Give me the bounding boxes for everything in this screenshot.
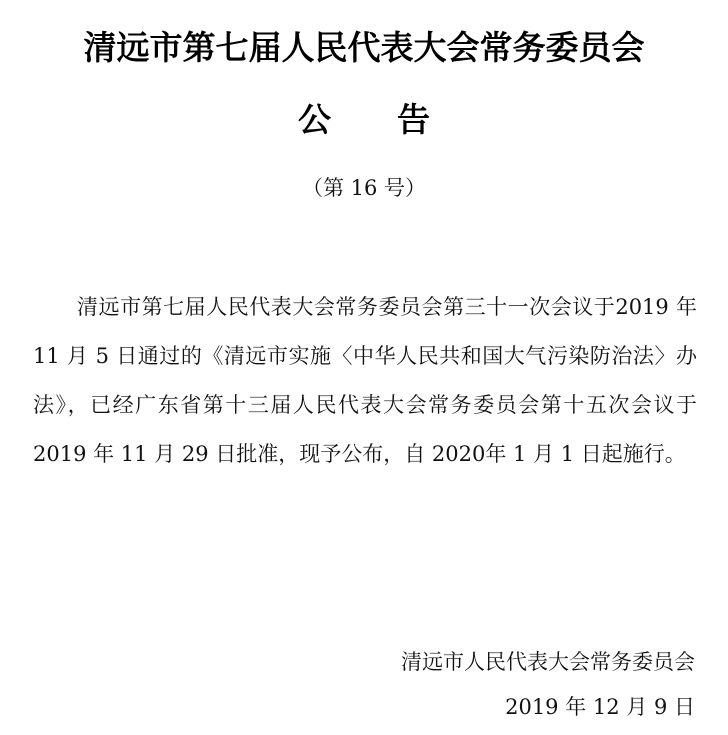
announcement-body: 清远市第七届人民代表大会常务委员会第三十一次会议于2019 年 11 月 5 日通过的《清远市实施〈中华人民共和国大气污染防治法〉办法》，已经广东省第十三届人民代表大会常务委员会第十五次会议于 2019 年 11 月 29 日批准，现予公布，自 2020年 1 月 1 日起施行。 — [33, 295, 697, 466]
announcement-number: （第 16 号） — [301, 176, 427, 200]
document-subtitle: 公告 — [298, 100, 496, 139]
document-title: 清远市第七届人民代表大会常务委员会 — [83, 28, 645, 67]
signature-date: 2019 年 12 月 9 日 — [505, 695, 695, 719]
signature-organization: 清远市人民代表大会常务委员会 — [401, 650, 695, 674]
